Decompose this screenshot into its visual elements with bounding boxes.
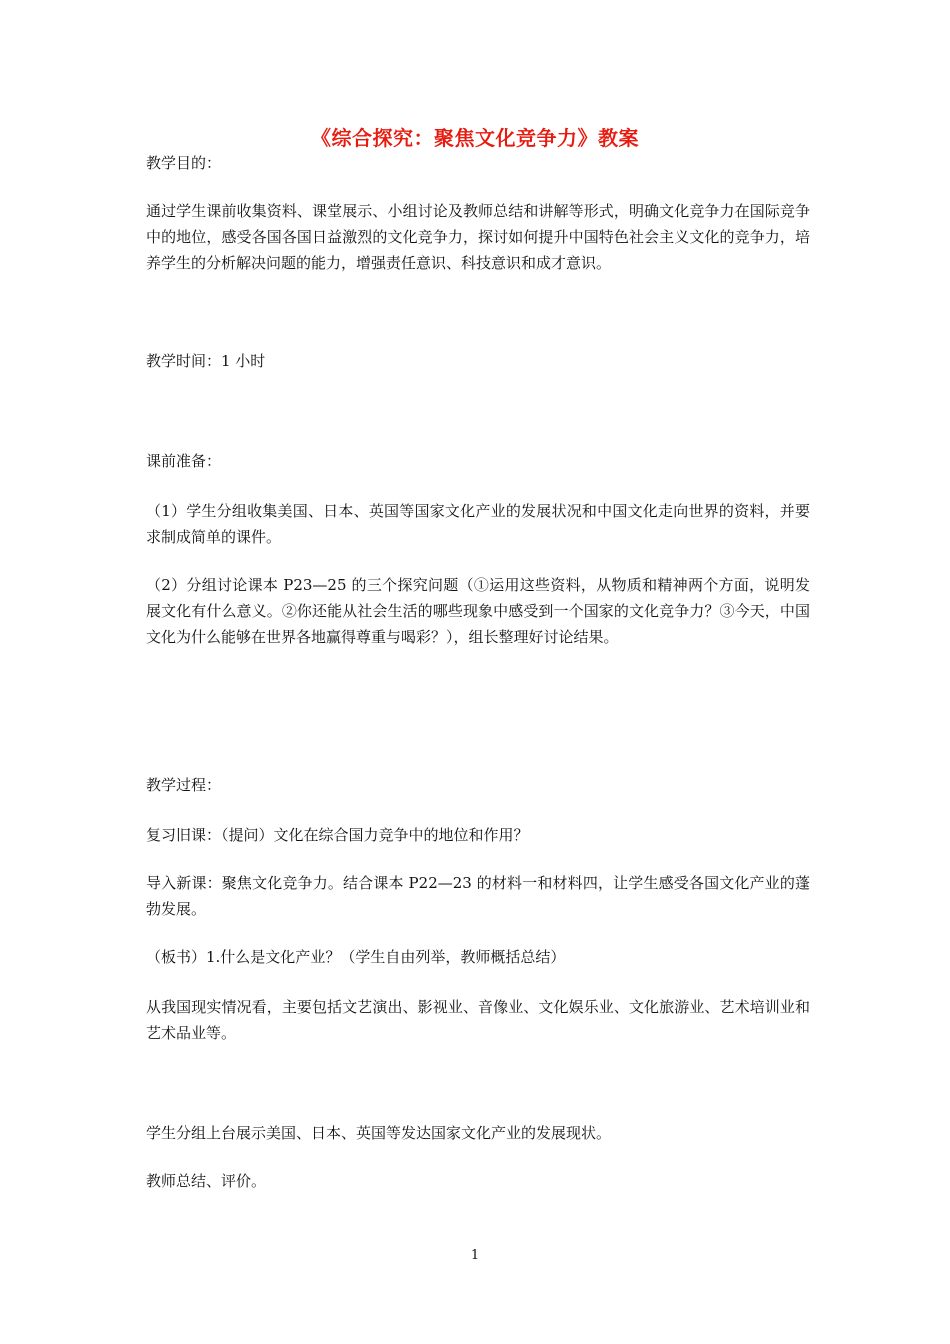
heading-preparation: 课前准备： — [146, 452, 222, 470]
paragraph-review: 复习旧课：（提问）文化在综合国力竞争中的地位和作用？ — [146, 826, 529, 844]
paragraph-new-lesson: 导入新课：聚焦文化竞争力。结合课本 P22—23 的材料一和材料四，让学生感受各国文化产业的蓬勃发展。 — [146, 874, 810, 918]
paragraph-teaching-time: 教学时间：1 小时 — [146, 352, 266, 370]
document-title: 《综合探究：聚焦文化竞争力》教案 — [311, 126, 639, 150]
paragraph-objective-body: 通过学生课前收集资料、课堂展示、小组讨论及教师总结和讲解等形式，明确文化竞争力在国际竞争中的地位，感受各国各国日益激烈的文化竞争力，探讨如何提升中国特色社会主义文化的竞争力，培养学生的分析解决问题的能力，增强责任意识、科技意识和成才意识。 — [146, 202, 810, 272]
heading-teaching-objective: 教学目的： — [146, 154, 222, 172]
page-number: 1 — [470, 1248, 480, 1263]
paragraph-preparation-2: （2）分组讨论课本 P23—25 的三个探究问题（①运用这些资料，从物质和精神两个方面，说明发展文化有什么意义。②你还能从社会生活的哪些现象中感受到一个国家的文化竞争力？③今天，中国文化为什么能够在世界各地赢得尊重与喝彩？），组长整理好讨论结果。 — [146, 576, 810, 646]
paragraph-teacher-summary: 教师总结、评价。 — [146, 1172, 267, 1190]
paragraph-preparation-1: （1）学生分组收集美国、日本、英国等国家文化产业的发展状况和中国文化走向世界的资料，并要求制成简单的课件。 — [146, 502, 810, 546]
paragraph-board-writing: （板书）1.什么是文化产业？（学生自由列举，教师概括总结） — [146, 948, 566, 966]
paragraph-student-presentation: 学生分组上台展示美国、日本、英国等发达国家文化产业的发展现状。 — [146, 1124, 612, 1142]
paragraph-industry-scope: 从我国现实情况看，主要包括文艺演出、影视业、音像业、文化娱乐业、文化旅游业、艺术培训业和艺术品业等。 — [146, 998, 810, 1042]
heading-teaching-process: 教学过程： — [146, 776, 222, 794]
